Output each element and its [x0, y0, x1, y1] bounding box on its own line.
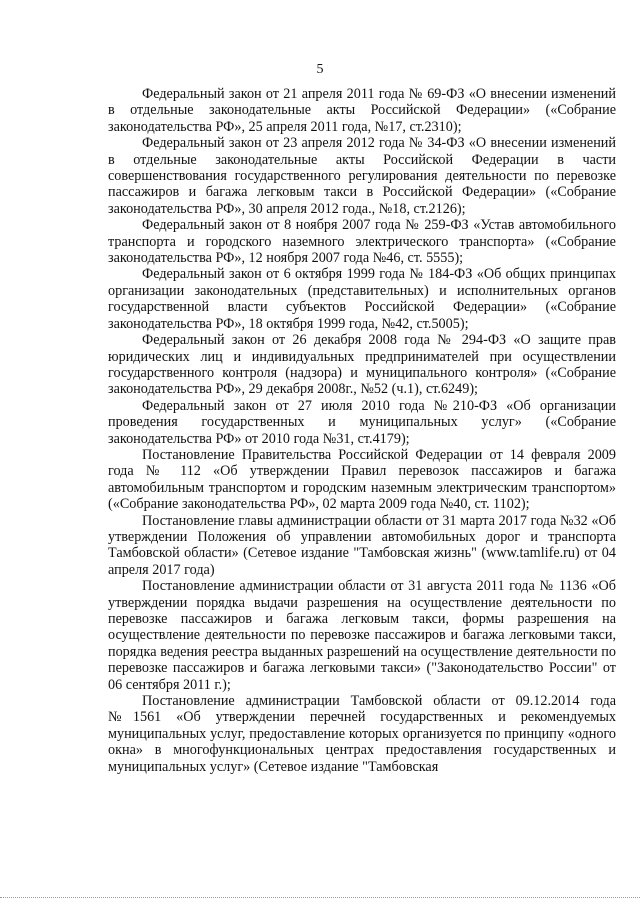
paragraph-law-34-fz: Федеральный закон от 23 апреля 2012 года № 34-ФЗ «О внесении изменений в отдельные законодательные акты Российской Федерации в части совершенствования государственного регулирования деятельности по перевозке пассажиров и багажа легковым такси в Российской Федерации» («Собрание законодательства РФ», 30 апреля 2012 года., №18, ст.2126); [108, 135, 616, 217]
paragraph-resolution-1561: Постановление администрации Тамбовской области от 09.12.2014 года №1561 «Об утверждении перечней государственных и рекомендуемых муниципальных услуг, предоставление которых организуется по принципу «одного окна» в многофункциональных центрах предоставления государственных и муниципальных услуг» (Сетевое издание "Тамбовская [108, 693, 616, 775]
bottom-divider [0, 897, 640, 898]
paragraph-law-294-fz: Федеральный закон от 26 декабря 2008 года № 294-ФЗ «О защите прав юридических лиц и индивидуальных предпринимателей при осуществлении государственного контроля (надзора) и муниципального контроля» («Собрание законодательства РФ», 29 декабря 2008г., №52 (ч.1), ст.6249); [108, 332, 616, 398]
paragraph-law-184-fz: Федеральный закон от 6 октября 1999 года № 184-ФЗ «Об общих принципах организации законодательных (представительных) и исполнительных органов государственной власти субъектов Российской Федерации» («Собрание законодательства РФ», 18 октября 1999 года, №42, ст.5005); [108, 266, 616, 332]
paragraph-resolution-32: Постановление главы администрации области от 31 марта 2017 года №32 «Об утверждении Положения об управлении автомобильных дорог и транспорта Тамбовской области» (Сетевое издание "Тамбовская жизнь" (www.tamlife.ru) от 04 апреля 2017 года) [108, 512, 616, 578]
paragraph-government-resolution-112: Постановление Правительства Российской Федерации от 14 февраля 2009 года № 112 «Об утверждении Правил перевозок пассажиров и багажа автомобильным транспортом и городским наземным электрическим транспортом» («Собрание законодательства РФ», 02 марта 2009 года №40, ст. 1102); [108, 446, 616, 513]
page-number: 5 [316, 62, 324, 77]
paragraph-law-210-fz: Федеральный закон от 27 июля 2010 года №210-ФЗ «Об организации проведения государственных и муниципальных услуг» («Собрание законодательства РФ» от 2010 года №31, ст.4179); [108, 397, 616, 447]
paragraph-resolution-1136: Постановление администрации области от 31 августа 2011 года № 1136 «Об утверждении порядка выдачи разрешения на осуществление деятельности по перевозке пассажиров и багажа легковым такси, формы разрешения на осуществление деятельности по перевозке пассажиров и багажа легковыми такси, порядка ведения реестра выданных разрешений на осуществление деятельности по перевозке пассажиров и багажа легковыми такси» ("Законодательство России" от 06 сентября 2011 г.); [108, 578, 616, 693]
paragraph-law-69-fz: Федеральный закон от 21 апреля 2011 года № 69-ФЗ «О внесении изменений в отдельные законодательные акты Российской Федерации» («Собрание законодательства РФ», 25 апреля 2011 года, №17, ст.2310); [108, 86, 616, 135]
paragraph-law-259-fz: Федеральный закон от 8 ноября 2007 года № 259-ФЗ «Устав автомобильного транспорта и городского наземного электрического транспорта» («Собрание законодательства РФ», 12 ноября 2007 года №46, ст. 5555); [108, 217, 616, 267]
document-body [108, 86, 616, 775]
